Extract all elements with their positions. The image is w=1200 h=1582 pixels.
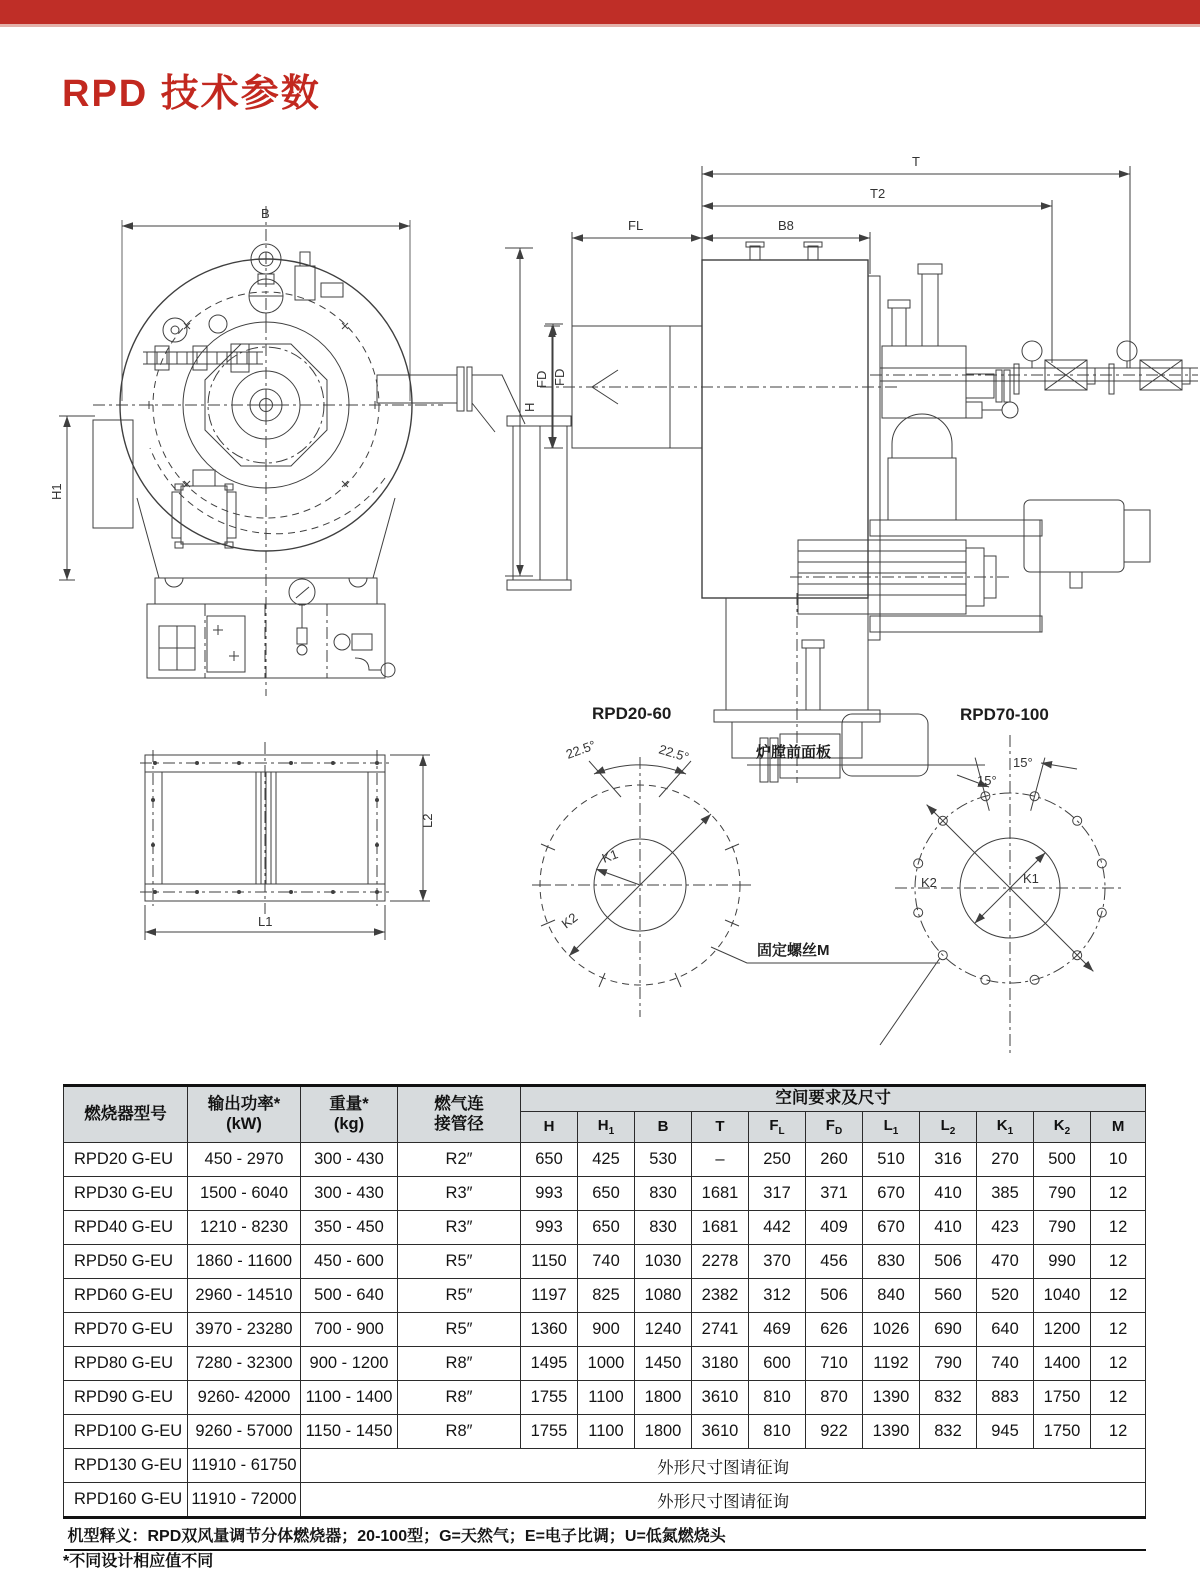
table-row-merged xyxy=(64,1449,1146,1483)
cell: 1390 xyxy=(863,1415,920,1449)
cell: R8″ xyxy=(398,1415,521,1449)
dim-label-fd-front: FD xyxy=(552,368,567,386)
cell: 2741 xyxy=(692,1313,749,1347)
cell: 470 xyxy=(977,1245,1034,1279)
cell: 900 - 1200 xyxy=(301,1347,398,1381)
cell: 1026 xyxy=(863,1313,920,1347)
cell: 1360 xyxy=(521,1313,578,1347)
cell: 1030 xyxy=(635,1245,692,1279)
table-row-merged xyxy=(64,1483,1146,1518)
cell: 410 xyxy=(920,1177,977,1211)
cell: 1000 xyxy=(578,1347,635,1381)
cell: 300 - 430 xyxy=(301,1143,398,1177)
table-row xyxy=(64,1245,1146,1279)
col-header-dim: H xyxy=(521,1112,578,1143)
cell: 690 xyxy=(920,1313,977,1347)
cell: RPD70 G-EU xyxy=(64,1313,188,1347)
cell: 1210 - 8230 xyxy=(188,1211,301,1245)
cell: 1800 xyxy=(635,1415,692,1449)
cell: 423 xyxy=(977,1211,1034,1245)
col-header-dim: $L_2$ xyxy=(920,1112,977,1143)
angle-label-right: 22.5° xyxy=(657,741,691,765)
cell: 1450 xyxy=(635,1347,692,1381)
cell: 1200 xyxy=(1034,1313,1091,1347)
cell: 385 xyxy=(977,1177,1034,1211)
cell: 670 xyxy=(863,1177,920,1211)
cell: 945 xyxy=(977,1415,1034,1449)
dim-label-fd-side: FD xyxy=(534,370,549,388)
cell: 832 xyxy=(920,1381,977,1415)
cell: 371 xyxy=(806,1177,863,1211)
dim-label-b: B xyxy=(261,206,270,221)
cell: 530 xyxy=(635,1143,692,1177)
cell: 830 xyxy=(635,1177,692,1211)
k1-label-small: K1 xyxy=(599,846,620,866)
cell: 790 xyxy=(920,1347,977,1381)
cell: 12 xyxy=(1091,1211,1146,1245)
cell: 790 xyxy=(1034,1177,1091,1211)
cell: 700 - 900 xyxy=(301,1313,398,1347)
cell: 1681 xyxy=(692,1211,749,1245)
cell: 600 xyxy=(749,1347,806,1381)
cell: – xyxy=(692,1143,749,1177)
cell: 832 xyxy=(920,1415,977,1449)
cell: 1192 xyxy=(863,1347,920,1381)
cell: 510 xyxy=(863,1143,920,1177)
cell: 740 xyxy=(578,1245,635,1279)
cell: 450 - 600 xyxy=(301,1245,398,1279)
dim-label-t2: T2 xyxy=(870,186,886,201)
cell: R8″ xyxy=(398,1347,521,1381)
table-row xyxy=(64,1279,1146,1313)
cell: 1390 xyxy=(863,1381,920,1415)
dim-label-h1: H1 xyxy=(49,483,64,500)
cell: 1240 xyxy=(635,1313,692,1347)
flange-large-title: RPD70-100 xyxy=(960,705,1049,724)
cell: 11910 - 72000 xyxy=(188,1483,301,1518)
cell: 1040 xyxy=(1034,1279,1091,1313)
footnote: *不同设计相应值不同 xyxy=(63,1553,214,1570)
cell: 456 xyxy=(806,1245,863,1279)
col-header-dim: M xyxy=(1091,1112,1146,1143)
cell: 300 - 430 xyxy=(301,1177,398,1211)
cell: R5″ xyxy=(398,1245,521,1279)
table-row xyxy=(64,1313,1146,1347)
col-header-model: 燃烧器型号 xyxy=(64,1086,188,1143)
cell: 12 xyxy=(1091,1279,1146,1313)
cell: R3″ xyxy=(398,1211,521,1245)
table-body xyxy=(64,1143,1146,1551)
cell: 10 xyxy=(1091,1143,1146,1177)
flange-small-title: RPD20-60 xyxy=(592,704,672,723)
angle-label-left: 22.5° xyxy=(563,737,598,762)
cell: RPD60 G-EU xyxy=(64,1279,188,1313)
cell: 1100 xyxy=(578,1415,635,1449)
cell: 1495 xyxy=(521,1347,578,1381)
cell: RPD50 G-EU xyxy=(64,1245,188,1279)
dim-label-l2: L2 xyxy=(420,813,435,828)
cell: 626 xyxy=(806,1313,863,1347)
cell: 机型释义：RPD双风量调节分体燃烧器；20-100型；G=天然气；E=电子比调；U=低氮燃烧头 xyxy=(64,1518,1146,1551)
cell: 11910 - 61750 xyxy=(188,1449,301,1483)
k2-label-large: K2 xyxy=(921,875,937,890)
cell: 810 xyxy=(749,1415,806,1449)
table-row xyxy=(64,1347,1146,1381)
cell: 825 xyxy=(578,1279,635,1313)
cell: 316 xyxy=(920,1143,977,1177)
cell: 260 xyxy=(806,1143,863,1177)
cell: 506 xyxy=(920,1245,977,1279)
cell: 922 xyxy=(806,1415,863,1449)
dim-label-l1: L1 xyxy=(258,914,273,929)
cell: 1755 xyxy=(521,1381,578,1415)
dim-label-h: H xyxy=(522,402,537,412)
cell: 1860 - 11600 xyxy=(188,1245,301,1279)
cell: 1755 xyxy=(521,1415,578,1449)
cell: 650 xyxy=(578,1211,635,1245)
cell: 1681 xyxy=(692,1177,749,1211)
cell: 12 xyxy=(1091,1415,1146,1449)
cell: 883 xyxy=(977,1381,1034,1415)
cell: 9260 - 57000 xyxy=(188,1415,301,1449)
cell: 650 xyxy=(578,1177,635,1211)
col-header-dim: $L_1$ xyxy=(863,1112,920,1143)
cell: R5″ xyxy=(398,1279,521,1313)
cell: 410 xyxy=(920,1211,977,1245)
top-red-bar xyxy=(0,0,1200,27)
cell: 3970 - 23280 xyxy=(188,1313,301,1347)
cell: 2960 - 14510 xyxy=(188,1279,301,1313)
cell: 外形尺寸图请征询 xyxy=(301,1449,1146,1483)
cell: 3610 xyxy=(692,1381,749,1415)
cell: 520 xyxy=(977,1279,1034,1313)
flange-diagram-rpd70-100 xyxy=(865,695,1200,1095)
dim-label-fl: FL xyxy=(628,218,644,233)
cell: R5″ xyxy=(398,1313,521,1347)
cell: 12 xyxy=(1091,1347,1146,1381)
cell: 870 xyxy=(806,1381,863,1415)
cell: 990 xyxy=(1034,1245,1091,1279)
cell: 250 xyxy=(749,1143,806,1177)
spec-table xyxy=(63,1084,1146,1551)
cell: 1150 xyxy=(521,1245,578,1279)
cell: R3″ xyxy=(398,1177,521,1211)
table-row xyxy=(64,1381,1146,1415)
col-header-dim: B xyxy=(635,1112,692,1143)
cell: 350 - 450 xyxy=(301,1211,398,1245)
cell: 790 xyxy=(1034,1211,1091,1245)
cell: 500 - 640 xyxy=(301,1279,398,1313)
cell: 1197 xyxy=(521,1279,578,1313)
cell: 1400 xyxy=(1034,1347,1091,1381)
cell: 7280 - 32300 xyxy=(188,1347,301,1381)
col-header-gas: 燃气连 接管径 xyxy=(398,1086,521,1143)
col-header-dim: $F_L$ xyxy=(749,1112,806,1143)
page-title: RPD 技术参数 xyxy=(62,73,321,115)
cell: R8″ xyxy=(398,1381,521,1415)
cell: RPD30 G-EU xyxy=(64,1177,188,1211)
dim-label-t: T xyxy=(912,154,920,169)
header-row-top xyxy=(64,1086,1146,1112)
cell: 3610 xyxy=(692,1415,749,1449)
col-header-dim: $K_2$ xyxy=(1034,1112,1091,1143)
cell: 1100 - 1400 xyxy=(301,1381,398,1415)
table-row xyxy=(64,1143,1146,1177)
k1-label-large: K1 xyxy=(1023,871,1039,886)
cell: 2278 xyxy=(692,1245,749,1279)
cell: 12 xyxy=(1091,1381,1146,1415)
cell: 650 xyxy=(521,1143,578,1177)
cell: RPD90 G-EU xyxy=(64,1381,188,1415)
col-header-dim: $H_1$ xyxy=(578,1112,635,1143)
col-header-dim: $F_D$ xyxy=(806,1112,863,1143)
cell: R2″ xyxy=(398,1143,521,1177)
table-row xyxy=(64,1177,1146,1211)
cell: 469 xyxy=(749,1313,806,1347)
dim-label-b8: B8 xyxy=(778,218,794,233)
col-header-dim: $K_1$ xyxy=(977,1112,1034,1143)
cell: RPD100 G-EU xyxy=(64,1415,188,1449)
cell: 640 xyxy=(977,1313,1034,1347)
col-header-space-group: 空间要求及尺寸 xyxy=(521,1086,1146,1112)
cell: 12 xyxy=(1091,1177,1146,1211)
cell: 270 xyxy=(977,1143,1034,1177)
cell: 外形尺寸图请征询 xyxy=(301,1483,1146,1518)
cell: 1750 xyxy=(1034,1381,1091,1415)
angle-label-left-lg: 15° xyxy=(977,773,997,788)
cell: 900 xyxy=(578,1313,635,1347)
cell: 9260- 42000 xyxy=(188,1381,301,1415)
legend-row xyxy=(64,1518,1146,1551)
cell: 500 xyxy=(1034,1143,1091,1177)
cell: 442 xyxy=(749,1211,806,1245)
cell: 993 xyxy=(521,1211,578,1245)
cell: 830 xyxy=(863,1245,920,1279)
cell: 317 xyxy=(749,1177,806,1211)
cell: 1080 xyxy=(635,1279,692,1313)
cell: 506 xyxy=(806,1279,863,1313)
table-row xyxy=(64,1415,1146,1449)
col-header-power: 输出功率* (kW) xyxy=(188,1086,301,1143)
cell: 840 xyxy=(863,1279,920,1313)
cell: 830 xyxy=(635,1211,692,1245)
fixing-screw-label: 固定螺丝M xyxy=(757,942,830,959)
cell: RPD40 G-EU xyxy=(64,1211,188,1245)
table-row xyxy=(64,1211,1146,1245)
cell: 1100 xyxy=(578,1381,635,1415)
angle-label-right-lg: 15° xyxy=(1013,755,1033,770)
cell: 1800 xyxy=(635,1381,692,1415)
cell: RPD80 G-EU xyxy=(64,1347,188,1381)
cell: RPD20 G-EU xyxy=(64,1143,188,1177)
cell: 810 xyxy=(749,1381,806,1415)
col-header-weight: 重量* (kg) xyxy=(301,1086,398,1143)
cell: 993 xyxy=(521,1177,578,1211)
cell: 425 xyxy=(578,1143,635,1177)
cell: 409 xyxy=(806,1211,863,1245)
front-view-drawing xyxy=(49,148,570,708)
cell: 450 - 2970 xyxy=(188,1143,301,1177)
cell: 1750 xyxy=(1034,1415,1091,1449)
cell: 370 xyxy=(749,1245,806,1279)
cell: 1150 - 1450 xyxy=(301,1415,398,1449)
cell: 740 xyxy=(977,1347,1034,1381)
cell: 2382 xyxy=(692,1279,749,1313)
col-header-dim: T xyxy=(692,1112,749,1143)
side-view-drawing xyxy=(534,148,1200,788)
cell: 1500 - 6040 xyxy=(188,1177,301,1211)
front-panel-label: 炉膛前面板 xyxy=(756,744,832,761)
cell: RPD130 G-EU xyxy=(64,1449,188,1483)
cell: 560 xyxy=(920,1279,977,1313)
cell: 12 xyxy=(1091,1313,1146,1347)
cell: 3180 xyxy=(692,1347,749,1381)
cell: 12 xyxy=(1091,1245,1146,1279)
k2-label-small: K2 xyxy=(558,909,581,932)
cell: 312 xyxy=(749,1279,806,1313)
base-plate-drawing xyxy=(60,700,500,1030)
cell: 670 xyxy=(863,1211,920,1245)
cell: 710 xyxy=(806,1347,863,1381)
cell: RPD160 G-EU xyxy=(64,1483,188,1518)
